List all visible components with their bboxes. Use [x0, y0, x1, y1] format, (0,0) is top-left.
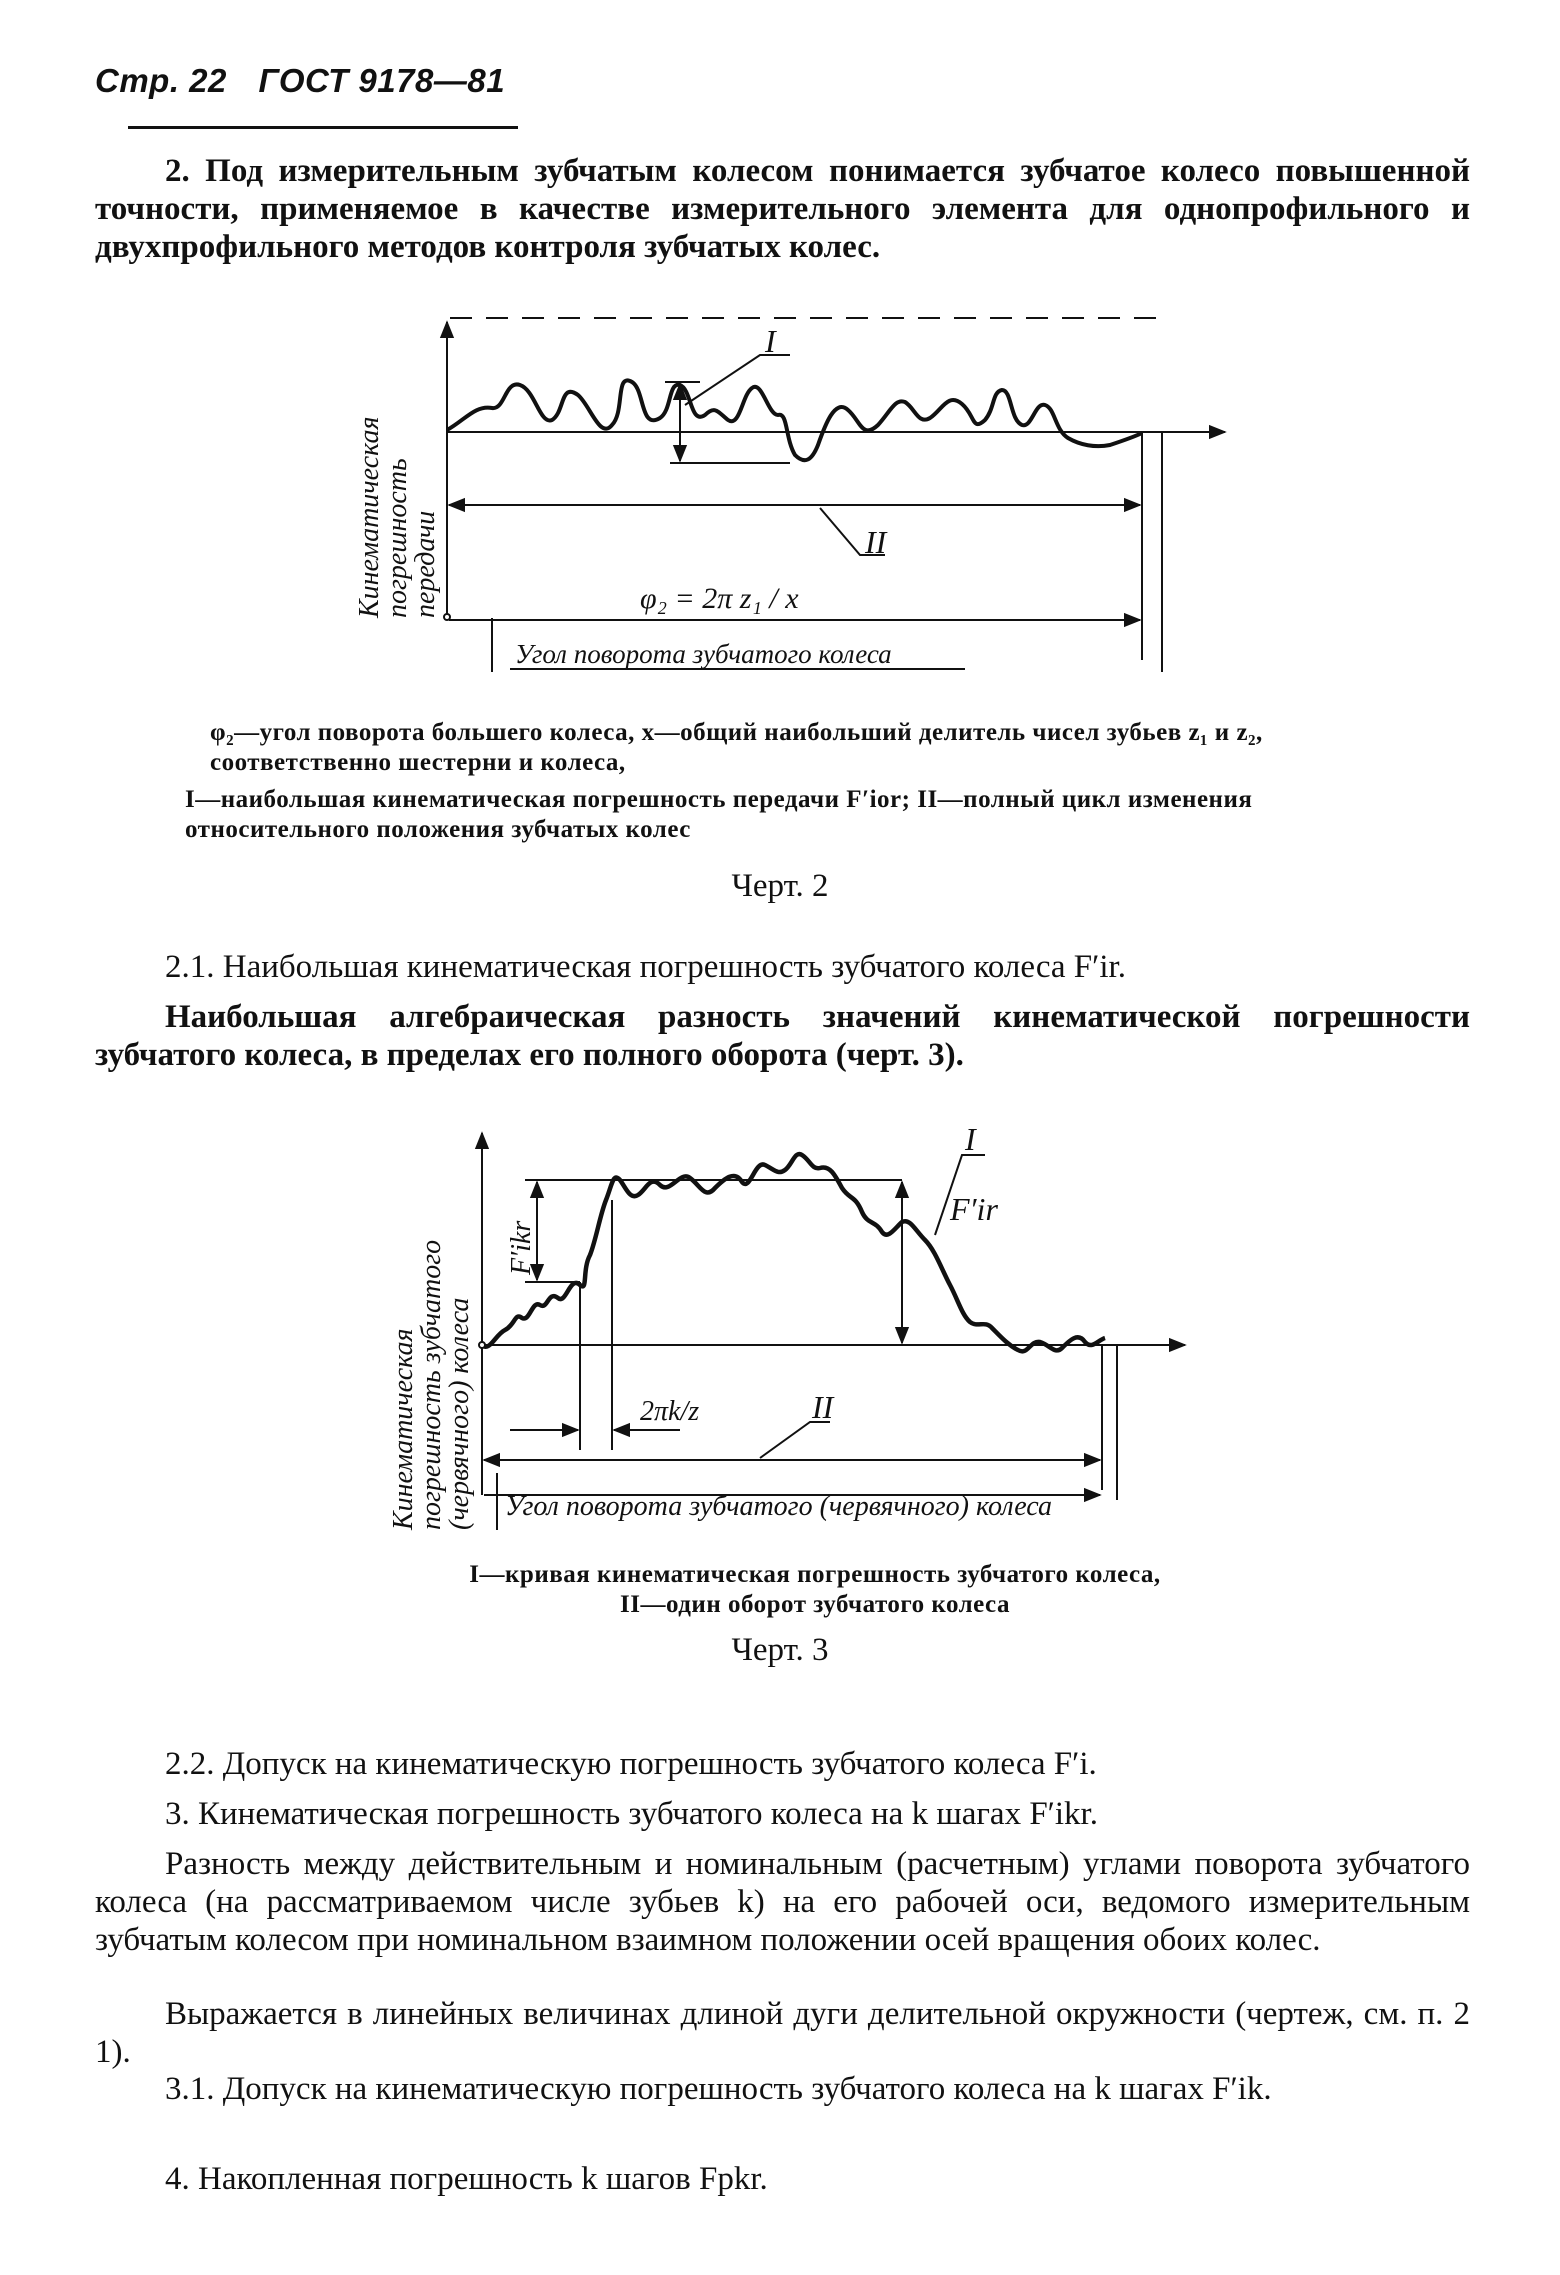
paragraph-2-1-body: Наибольшая алгебраическая разность значений кинематической погрешности зубчатого колеса, в пределах его полного оборота (черт. 3). — [95, 999, 1470, 1073]
paragraph-2-2: 2.2. Допуск на кинематическую погрешность зубчатого колеса F′i. — [165, 1746, 1097, 1782]
paragraph-2: 2. Под измерительным зубчатым колесом понимается зубчатое колесо повышенной точности, применяемое в качестве измерительного элемента для однопрофильного и двухпрофильного методов контроля зубчатых колес. — [95, 153, 1470, 265]
fig3-ylabel — [388, 1240, 475, 1531]
fig3-error-curve — [482, 1154, 1105, 1351]
fig3-label-Fikr: F′ikr — [506, 1220, 537, 1275]
fig3-caption-1: I—кривая кинематическая погрешность зубчатого колеса, — [469, 1561, 1161, 1588]
fig3-origin — [479, 1342, 485, 1348]
paragraph-3-1: 3.1. Допуск на кинематическую погрешность зубчатого колеса на k шагах F′ik. — [165, 2071, 1272, 2107]
svg-text:Кинематическая: Кинематическая — [354, 416, 385, 618]
fig2-phi-label: φ₂ = 2π z₁ / x — [640, 582, 799, 615]
fig3-step-label: 2πk/z — [640, 1396, 700, 1427]
figure-3 — [479, 1133, 1185, 1530]
fig2-origin — [444, 614, 450, 620]
fig2-xlabel: Угол поворота зубчатого колеса — [515, 639, 892, 669]
fig3-Fikr-label-group — [506, 1221, 537, 1276]
paragraph-3-heading: 3. Кинематическая погрешность зубчатого колеса на k шагах F′ikr. — [165, 1796, 1098, 1832]
fig2-label-I: I — [765, 323, 776, 359]
fig3-title: Черт. 3 — [731, 1632, 829, 1668]
svg-text:Кинематическая: Кинематическая — [388, 1328, 419, 1530]
fig2-leader-I — [685, 355, 790, 405]
fig2-title: Черт. 2 — [731, 868, 829, 904]
figure-2 — [444, 318, 1225, 672]
fig3-label-Fir: F′ir — [950, 1191, 998, 1227]
fig2-ylabel — [354, 416, 441, 619]
svg-text:передачи: передачи — [410, 510, 441, 618]
standard-number: ГОСТ 9178—81 — [258, 62, 506, 99]
svg-text:погрешность: погрешность — [382, 458, 413, 618]
fig3-caption-2: II—один оборот зубчатого колеса — [620, 1591, 1010, 1618]
fig2-label-II: II — [865, 524, 887, 560]
paragraph-4: 4. Накопленная погрешность k шагов Fpkr. — [165, 2161, 768, 2197]
paragraph-3-body: Разность между действительным и номинальным (расчетным) углами поворота зубчатого колеса (на рассматриваемом числе зубьев k) на его рабочей оси, ведомого измерительным зубчатым колесом при номинальном взаимном положении осей вращения обоих колес. — [95, 1846, 1470, 1958]
fig2-error-curve — [447, 380, 1142, 460]
fig2-caption-1: φ₂—угол поворота большего колеса, x—общий наибольший делитель чисел зубьев z₁ и z₂, соответственно шестерни и колеса, — [210, 719, 1263, 776]
page-number: Стр. 22 — [95, 62, 227, 99]
fig3-label-I: I — [965, 1121, 976, 1157]
fig3-xlabel: Угол поворота зубчатого (червячного) колеса — [505, 1491, 1053, 1522]
fig3-leader-II — [760, 1422, 830, 1458]
paragraph-2-1-heading: 2.1. Наибольшая кинематическая погрешность зубчатого колеса F′ir. — [165, 949, 1126, 985]
paragraph-3-expressed: Выражается в линейных величинах длиной дуги делительной окружности (чертеж, см. п. 2 1). — [95, 1996, 1470, 2070]
svg-text:(червячного) колеса: (червячного) колеса — [444, 1297, 475, 1530]
svg-text:погрешность зубчатого: погрешность зубчатого — [416, 1239, 447, 1530]
fig3-label-II: II — [812, 1389, 834, 1425]
fig2-caption-2: I—наибольшая кинематическая погрешность передачи F′ior; II—полный цикл изменения относительного положения зубчатых колес — [185, 786, 1253, 843]
